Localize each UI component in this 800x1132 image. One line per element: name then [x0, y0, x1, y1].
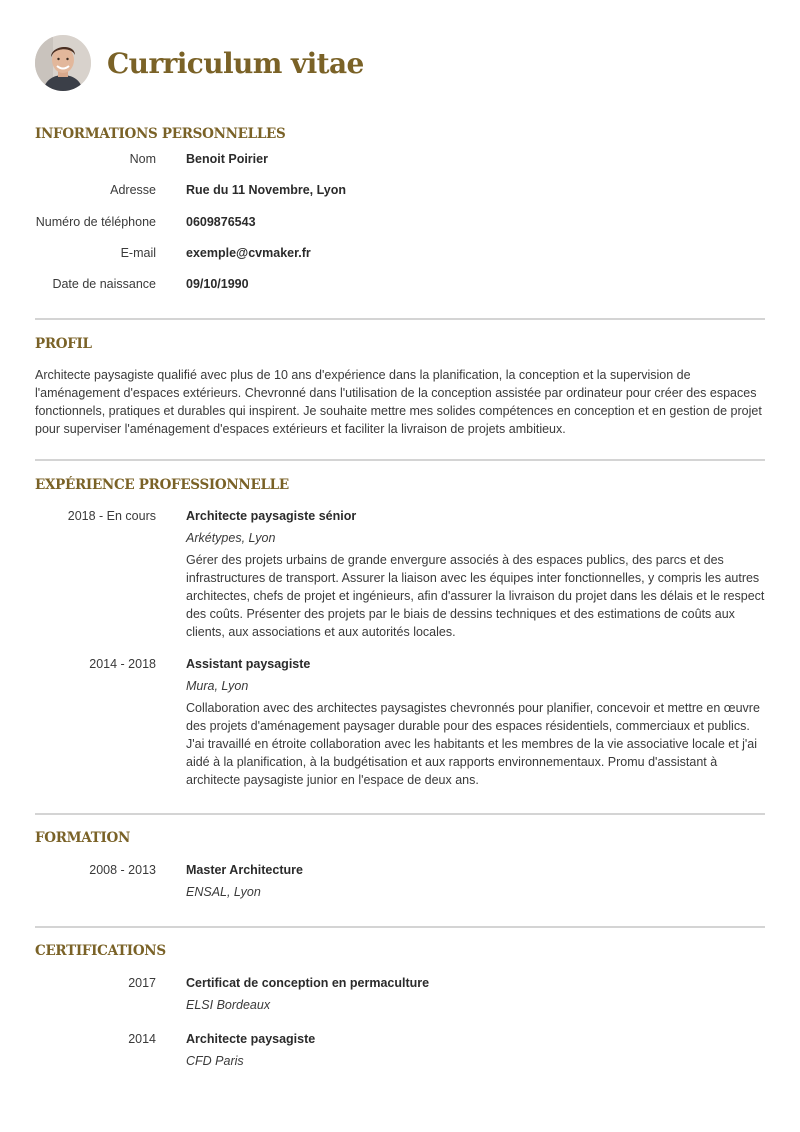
cv-header	[35, 35, 364, 91]
field-row-address	[35, 182, 765, 213]
avatar	[35, 35, 91, 91]
entry-role: Architecte paysagiste sénior	[186, 509, 357, 523]
profile-photo-icon	[35, 35, 91, 91]
field-value: Benoit Poirier	[186, 152, 268, 166]
field-label: Nom	[129, 152, 156, 166]
entry-role: Assistant paysagiste	[186, 657, 311, 671]
section-divider	[35, 318, 765, 320]
field-value: 0609876543	[186, 214, 256, 229]
entry-cert-name: Certificat de conception en permaculture	[186, 976, 430, 990]
entry-org: Mura, Lyon	[186, 679, 249, 693]
personal-info-section	[35, 124, 765, 307]
profile-section	[35, 334, 765, 438]
field-value: 09/10/1990	[186, 277, 249, 292]
section-title-personal: INFORMATIONS PERSONNELLES	[35, 126, 286, 142]
profile-text: Architecte paysagiste qualifié avec plus de 10 ans d'expérience dans la planification, la conception et la supervision de l'aménagement d'espaces extérieurs. Chevronné dans l'utilisation de la conception assistée par ordinateur pour créer des espaces fonctionnels, pratiques et durables qui inspirent. Je souhaite mettre mes solides compétences en conception et en gestion de projet pour superviser l'aménagement d'espaces extérieurs et faciliter la livraison de projets ambitieux.	[35, 368, 762, 436]
field-row-birthdate	[35, 276, 765, 307]
field-row-phone	[35, 214, 765, 245]
entry-body	[186, 655, 765, 789]
entry-cert-org: ELSI Bordeaux	[186, 998, 271, 1012]
education-entry	[35, 861, 765, 901]
entry-period: 2008 - 2013	[89, 863, 156, 877]
entry-body	[186, 861, 765, 901]
entry-period: 2018 - En cours	[67, 509, 156, 523]
entry-description: Collaboration avec des architectes paysagistes chevronnés pour planifier, concevoir et mettre en œuvre des projets d'aménagement paysager durable pour des espaces résidentiels, commerciaux et publics. J'ai travaillé en étroite collaboration avec les habitants et les membres de la vie associative locale et j'ai aidé à la planification, à la budgétisation et aux rapports environnementaux. Promu d'assistant à architecte paysagiste junior en l'espace de deux ans.	[186, 701, 760, 787]
field-row-name	[35, 151, 765, 182]
field-label: Date de naissance	[52, 277, 156, 292]
page-title: Curriculum vitae	[107, 46, 364, 80]
entry-org: Arkétypes, Lyon	[186, 531, 276, 545]
field-label: Numéro de téléphone	[35, 214, 156, 229]
entry-description: Gérer des projets urbains de grande envergure associés à des espaces publics, des parcs et des infrastructures de transport. Assurer la liaison avec les équipes inter fonctionnelles, y compris les autres architectes, chefs de projet et ingénieurs, afin d'assurer la livraison du projet dans les délais et le respect des coûts. Présenter des projets par le biais de dessins techniques et des estimations de coûts aux clients, aux associations et aux autorités locales.	[186, 553, 765, 639]
section-title-education: FORMATION	[35, 830, 131, 846]
entry-school: ENSAL, Lyon	[186, 885, 261, 899]
certification-entry	[35, 1030, 765, 1070]
entry-year: 2017	[128, 976, 156, 990]
section-title-certifications: CERTIFICATIONS	[35, 943, 166, 959]
field-label: Adresse	[110, 183, 156, 198]
experience-section	[35, 475, 765, 789]
personal-fields	[35, 151, 765, 307]
experience-entry	[35, 507, 765, 641]
field-row-email	[35, 245, 765, 276]
entry-cert-name: Architecte paysagiste	[186, 1032, 316, 1046]
section-divider	[35, 926, 765, 928]
entry-cert-org: CFD Paris	[186, 1054, 244, 1068]
entry-period: 2014 - 2018	[89, 657, 156, 671]
entry-body	[186, 974, 765, 1014]
certifications-section	[35, 941, 765, 1070]
entry-body	[186, 507, 765, 641]
field-value: Rue du 11 Novembre, Lyon	[186, 183, 346, 198]
section-divider	[35, 459, 765, 461]
section-title-experience: EXPÉRIENCE PROFESSIONNELLE	[35, 477, 289, 493]
experience-entry	[35, 655, 765, 789]
entry-year: 2014	[128, 1032, 156, 1046]
entry-degree: Master Architecture	[186, 863, 303, 877]
education-section	[35, 828, 765, 901]
section-title-profile: PROFIL	[35, 336, 92, 352]
field-value: exemple@cvmaker.fr	[186, 245, 311, 260]
section-divider	[35, 813, 765, 815]
certification-entry	[35, 974, 765, 1014]
entry-body	[186, 1030, 765, 1070]
field-label: E-mail	[120, 245, 156, 260]
